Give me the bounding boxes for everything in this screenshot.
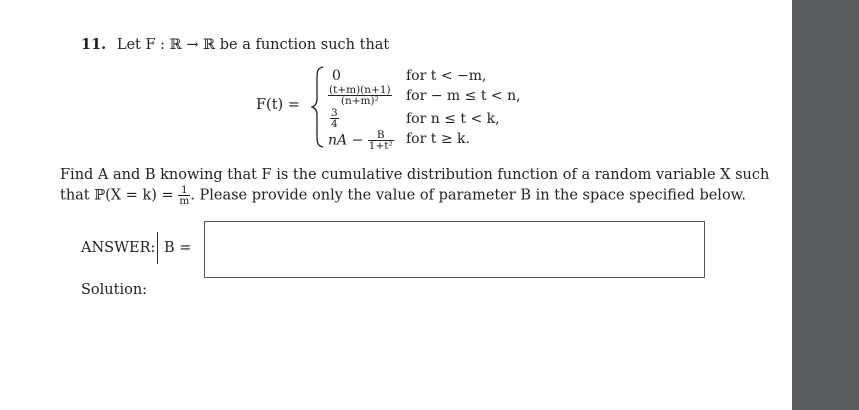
body-line-1: Find A and B knowing that F is the cumulative distribution function of a random variable X such: [60, 167, 770, 183]
piecewise-formula: [256, 66, 546, 152]
fraction-denominator: 1+t²: [368, 140, 393, 152]
fraction-denominator: (n+m)²: [340, 95, 379, 107]
fraction-numerator: (t+m)(n+1): [329, 84, 391, 96]
problem-statement: Let F : ℝ → ℝ be a function such that: [116, 37, 390, 53]
fraction: [328, 85, 392, 106]
left-brace-icon: [311, 66, 325, 148]
answer-variable: B =: [164, 240, 192, 256]
case-expr-2: [328, 85, 392, 106]
fraction-denominator: 4: [331, 118, 338, 130]
problem-body: [60, 165, 770, 207]
fraction-denominator: m: [179, 195, 190, 207]
answer-divider: [157, 232, 158, 264]
answer-input[interactable]: [204, 221, 705, 278]
case-expr-prefix: nA −: [328, 132, 364, 149]
body-line-2: [60, 184, 746, 207]
case-condition-1: for t < −m,: [406, 68, 487, 84]
fraction-numerator: B: [368, 130, 394, 141]
body-line-2-start: that ℙ(X = k) =: [60, 187, 174, 204]
body-line-2-end: . Please provide only the value of parameter B in the space specified below.: [190, 187, 746, 204]
case-expr-3: [330, 108, 339, 129]
fraction: [330, 108, 339, 129]
fraction: [368, 130, 394, 151]
solution-label: Solution:: [81, 282, 148, 298]
case-expr-4: [328, 130, 394, 151]
problem-number: 11.: [81, 36, 107, 53]
scrollbar-track[interactable]: [792, 0, 859, 410]
case-condition-4: for t ≥ k.: [406, 131, 470, 147]
case-condition-3: for n ≤ t < k,: [406, 111, 500, 127]
fraction: [178, 185, 190, 206]
answer-label: ANSWER:: [81, 240, 156, 256]
problem-header: [81, 36, 389, 53]
fraction-numerator: 1: [178, 185, 190, 196]
fraction-numerator: 3: [331, 107, 338, 119]
case-expr-1: 0: [332, 68, 341, 84]
case-condition-2: for − m ≤ t < n,: [406, 88, 521, 104]
formula-lhs: F(t) =: [256, 97, 300, 113]
